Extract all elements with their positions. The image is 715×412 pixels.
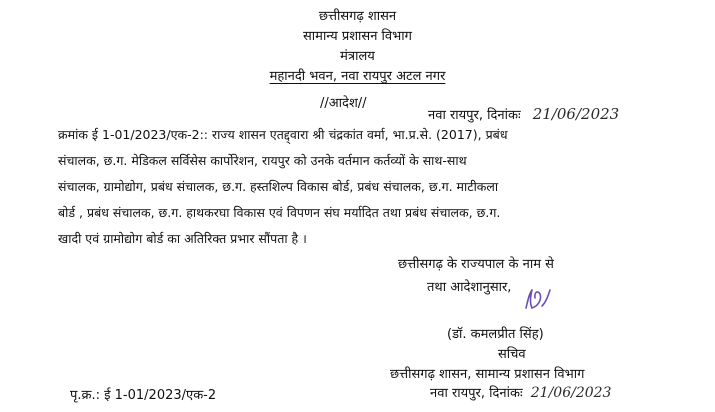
signatory-title: सचिव	[498, 347, 526, 362]
body-line: संचालक, छ.ग. मेडिकल सर्विसेस कार्पोरेशन, रायपुर को उनके वर्तमान कर्तव्यों के साथ-साथ	[58, 153, 467, 168]
header-state: छत्तीसगढ़ शासन	[318, 9, 397, 24]
signatory-name: (डॉ. कमलप्रीत सिंह)	[447, 327, 544, 342]
place-date	[428, 105, 619, 123]
header-department: सामान्य प्रशासन विभाग	[303, 29, 412, 44]
signatory-department: छत्तीसगढ़ शासन, सामान्य प्रशासन विभाग	[390, 367, 585, 382]
body-line: क्रमांक ई 1-01/2023/एक-2:: राज्य शासन एतद्द्वारा श्री चंद्रकांत वर्मा, भा.प्र.से. (2017), प्रबंध	[58, 127, 508, 142]
order-body	[58, 122, 658, 252]
body-line: बोर्ड , प्रबंध संचालक, छ.ग. हाथकरघा विकास एवं विपणन संघ मर्यादित तथा प्रबंध संचालक, छ.ग.	[58, 205, 501, 220]
order-heading: //आदेश//	[320, 96, 367, 111]
signature-mark	[520, 286, 554, 312]
body-line: खादी एवं ग्रामोद्योग बोर्ड का अतिरिक्त प्रभार सौंपता है ।	[58, 231, 307, 246]
endorsement-number: पृ.क्र.: ई 1-01/2023/एक-2	[70, 388, 217, 403]
handwritten-date: 21/06/2023	[532, 105, 620, 123]
endorsement-place-label: नवा रायपुर, दिनांकः	[430, 386, 523, 401]
closing-line-2: तथा आदेशानुसार,	[427, 280, 512, 295]
place-date-label: नवा रायपुर, दिनांकः	[428, 108, 521, 123]
closing-line-1: छत्तीसगढ़ के राज्यपाल के नाम से	[398, 257, 554, 272]
body-line: संचालक, ग्रामोद्योग, प्रबंध संचालक, छ.ग. हस्तशिल्प विकास बोर्ड, प्रबंध संचालक, छ.ग. माटीकला	[58, 179, 499, 194]
endorsement-place-date	[430, 383, 611, 401]
header-office: मंत्रालय	[340, 49, 375, 64]
header-address: महानदी भवन, नवा रायपुर अटल नगर	[269, 69, 446, 84]
endorsement-handwritten-date: 21/06/2023	[530, 385, 612, 401]
